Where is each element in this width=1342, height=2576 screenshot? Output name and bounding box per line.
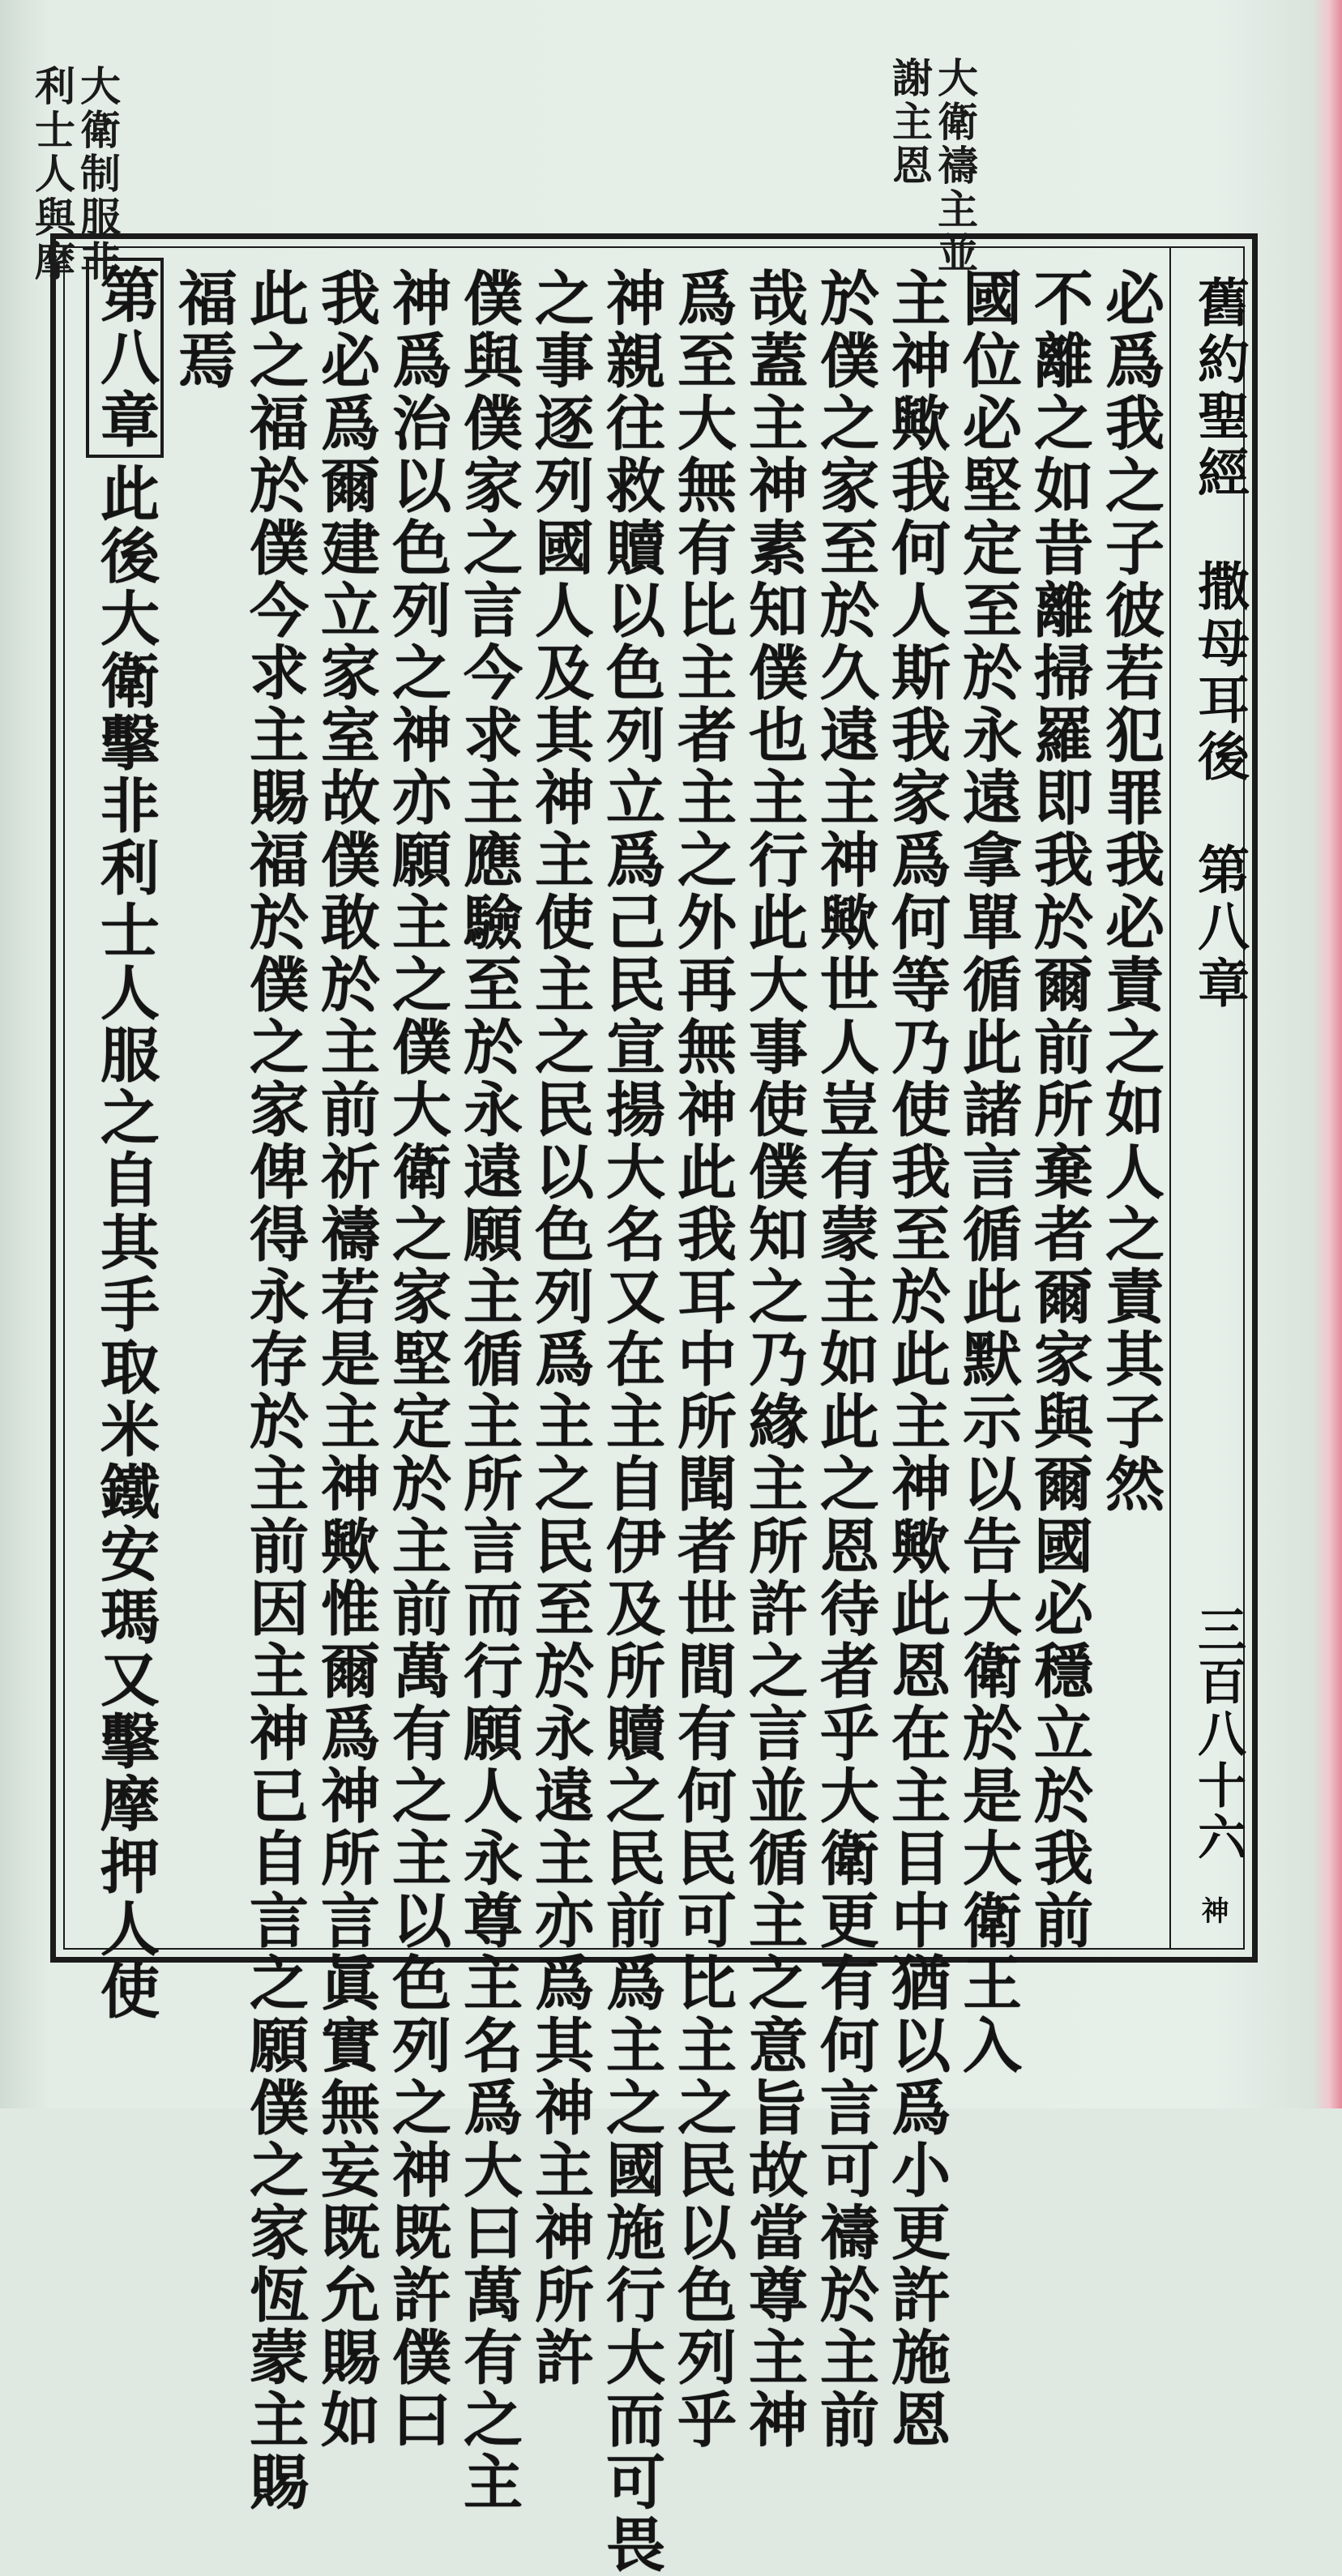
text-column-11: 神爲治以色列之神亦願主之僕大衛之家堅定於主前萬有之主以色列之神既許僕曰 xyxy=(382,267,451,2451)
margin-note-line: 利士人與摩 xyxy=(28,65,76,284)
text-column-9: 之事逐列國人及其神主使主之民以色列爲主之民至於永遠主亦爲其神主神所許 xyxy=(524,267,594,2389)
chapter-badge: 第八章 xyxy=(86,258,164,458)
running-title: 舊約聖經 撒母耳後 第八章 xyxy=(1189,276,1250,1013)
text-column-5: 於僕之家至於久遠主神歟世人豈有蒙主如此之恩待者乎大衛更有何言可禱於主前 xyxy=(810,267,879,2451)
running-header xyxy=(1175,259,1250,1937)
page-number: 三百八十六 xyxy=(1190,1604,1246,1864)
text-column-6: 哉蓋主神素知僕也主行此大事使僕知之乃緣主所許之言並循主之意旨故當尊主神 xyxy=(738,267,808,2451)
margin-note-prayer-2 xyxy=(887,57,932,188)
text-column-15 xyxy=(86,258,164,2023)
text-column-14: 福焉 xyxy=(168,267,237,392)
side-mark: 神 xyxy=(1196,1896,1229,1924)
margin-note-line: 謝主恩 xyxy=(886,57,934,188)
text-column-13: 此之福於僕今求主賜福於僕之家俾得永存於主前因主神已自言之願僕之家恆蒙主賜 xyxy=(239,267,309,2514)
text-column-3: 國位必堅定至於永遠拿單循此諸言循此默示以告大衛於是大衛王入 xyxy=(952,267,1022,2077)
text-column-7: 爲至大無有比主者主之外再無神此我耳中所聞者世間有何民可比主之民以色列乎 xyxy=(667,267,737,2451)
chapter-opening-text: 此後大衛擊非利士人服之自其手取米鐵安瑪又擊摩押人使 xyxy=(90,463,160,2023)
text-column-1: 必爲我之子彼若犯罪我必責之如人之責其子然 xyxy=(1095,267,1165,1515)
text-column-10: 僕與僕家之言今求主應驗至於永遠願主循主所言而行願人永尊主名爲大曰萬有之主 xyxy=(453,267,523,2514)
bleed-through-text xyxy=(1248,42,1300,91)
text-column-4: 主神歟我何人斯我家爲何等乃使我至於此主神歟此恩在主目中猶以爲小更許施恩 xyxy=(881,267,951,2451)
margin-note-line: 大衛禱主並 xyxy=(931,57,979,276)
text-column-2: 不離之如昔離掃羅即我於爾前所棄者爾家與爾國必穩立於我前 xyxy=(1024,267,1093,1952)
margin-note-line: 大衛制服非 xyxy=(74,65,122,284)
header-divider xyxy=(1169,246,1171,1950)
text-column-8: 神親往救贖以色列立爲己民宣揚大名又在主自伊及所贖之民前爲主之國施行大而可畏 xyxy=(596,267,665,2576)
text-column-12: 我必爲爾建立家室故僕敢於主前祈禱若是主神歟惟爾爲神所言眞實無妄既允賜如 xyxy=(310,267,380,2451)
